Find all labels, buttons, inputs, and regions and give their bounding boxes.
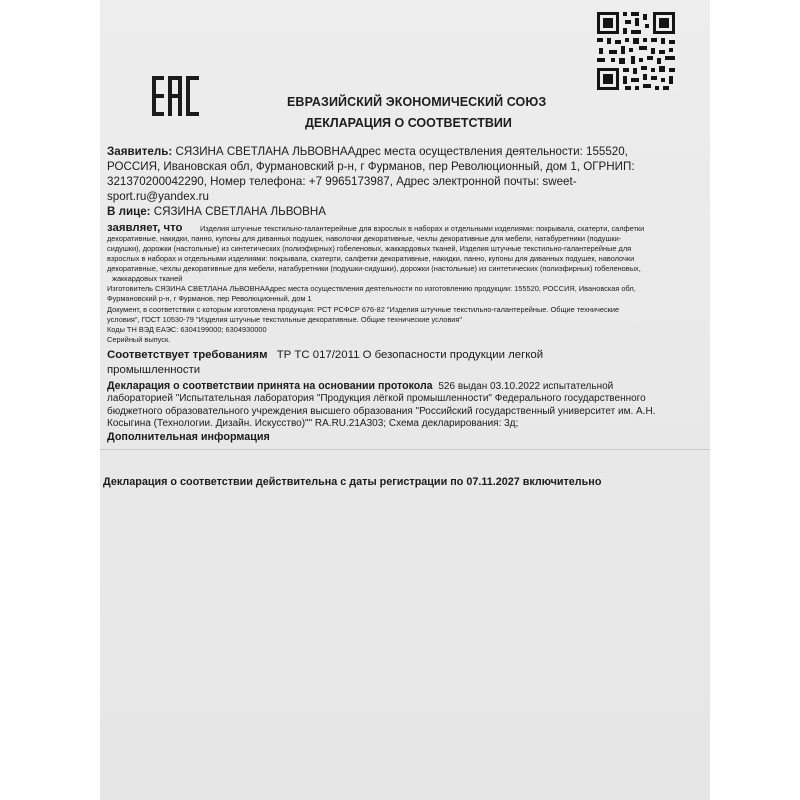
declares-line-5: декоративные, чехлы декоративные для мебели, натабуретники (подушки-сидушки), дорожки (настольные) из синтетических (полиэфирных) гобеленовых, [107, 264, 641, 273]
basis-text-1: 526 выдан 03.10.2022 испытательной [438, 381, 614, 392]
applicant-line-2: РОССИЯ, Ивановская обл, Фурмановский р-н, г Фурманов, пер Революционный, дом 1, ОГРНИП: [107, 160, 635, 173]
manufacturer-line-4: условия", ГОСТ 10530-79 "Изделия штучные текстильные декоративные. Общие технические условия" [107, 315, 463, 324]
basis-line-2: лабораторией "Испытательная лаборатория "Продукция лёгкой промышленности" Федерального государственного [107, 393, 646, 404]
applicant-text-1: СЯЗИНА СВЕТЛАНА ЛЬВОВНААдрес места осуществления деятельности: 155520, [175, 145, 628, 158]
applicant-line-4: sport.ru@yandex.ru [107, 190, 209, 203]
applicant-line-3: 321370200042290, Номер телефона: +7 9965173987, Адрес электронной почты: sweet- [107, 175, 577, 188]
basis-line-1 [107, 380, 613, 392]
person-label: В лице: [107, 205, 151, 218]
paper-fold [100, 449, 710, 450]
person-line [107, 205, 326, 218]
applicant-label: Заявитель: [107, 145, 173, 158]
declares-line-2: декоративные, накидки, панно, купоны для диванных подушек, наволочки декоративные, чехлы декоративные для мебели, натабуретники (подушки- [107, 234, 622, 243]
complies-text-1: ТР ТС 017/2011 О безопасности продукции легкой [276, 349, 544, 361]
declares-label: заявляет, что [107, 222, 183, 234]
person-value: СЯЗИНА СВЕТЛАНА ЛЬВОВНА [153, 205, 326, 218]
complies-line-2: промышленности [107, 364, 201, 376]
document-title: ДЕКЛАРАЦИЯ О СООТВЕТСТВИИ [305, 116, 512, 130]
basis-line-3: бюджетного образовательного учреждения высшего образования "Российский государственный университет им. А.Н. [107, 406, 656, 417]
qr-code-icon [595, 10, 677, 92]
manufacturer-line-2: Фурмановский р-н, г Фурманов, пер Революционный, дом 1 [107, 294, 312, 303]
validity-text: Декларация о соответствии действительна с даты регистрации по 07.11.2027 включительно [103, 476, 602, 488]
complies-line-1 [107, 349, 543, 361]
declares-line-3: сидушки), дорожки (настольные) из синтетических (полиэфирных) гобеленовых, жаккардовых тканей, Изделия штучные текстильно-галантерейные для [107, 244, 632, 253]
declares-line-1: Изделия штучные текстильно-галантерейные для взрослых в наборах и отдельными изделиями: покрывала, скатерти, салфетки [200, 224, 645, 233]
manufacturer-line-1: Изготовитель СЯЗИНА СВЕТЛАНА ЛЬВОВНААдрес места осуществления деятельности по изготовлению продукции: 155520, РОССИЯ, Ивановская обл, [107, 284, 636, 293]
manufacturer-line-5: Коды ТН ВЭД ЕАЭС: 6304199000; 6304930000 [107, 325, 267, 334]
declares-line-4: взрослых в наборах и отдельными изделиями: покрывала, скатерти, салфетки декоративные, накидки, панно, купоны для диванных подушек, наволочки [107, 254, 635, 263]
union-heading: ЕВРАЗИЙСКИЙ ЭКОНОМИЧЕСКИЙ СОЮЗ [287, 95, 547, 109]
basis-line-4: Косыгина (Технологии. Дизайн. Искусство)"" RA.RU.21A303; Схема декларирования: 3д; [107, 418, 519, 429]
applicant-line-1 [107, 145, 628, 158]
eac-logo [150, 72, 202, 120]
basis-label: Декларация о соответствии принята на основании протокола [107, 380, 433, 392]
manufacturer-line-6: Серийный выпуск. [107, 335, 171, 344]
additional-label: Дополнительная информация [107, 431, 270, 443]
declaration-sheet [100, 0, 710, 800]
declares-line-6: жаккардовых тканей [112, 274, 183, 283]
complies-label: Соответствует требованиям [107, 349, 268, 361]
manufacturer-line-3: Документ, в соответствии с которым изготовлена продукция: РСТ РСФСР 676-82 "Изделия штучные текстильно-галантерейные. Общие технические [107, 305, 620, 314]
